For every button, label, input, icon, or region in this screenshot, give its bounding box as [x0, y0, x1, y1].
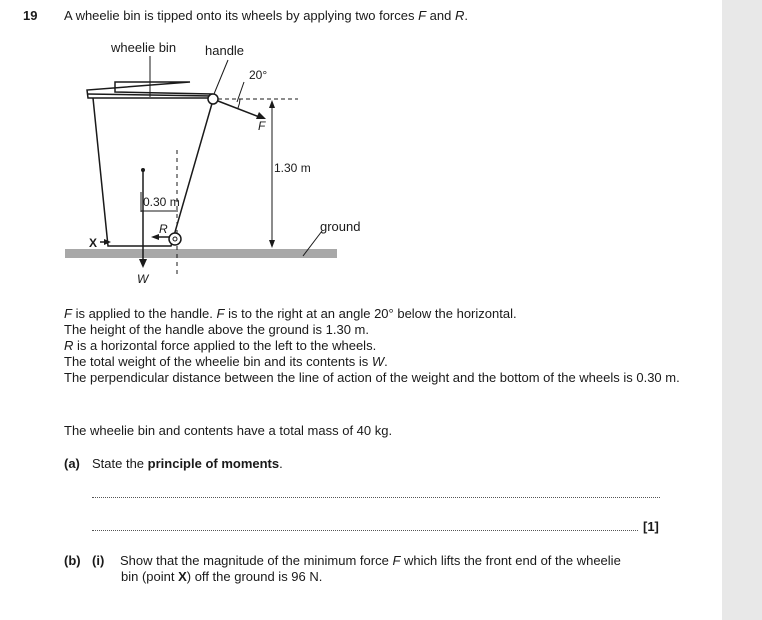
- handle-pivot: [208, 94, 218, 104]
- stem-force-f: F: [418, 8, 427, 23]
- question-number: 19: [23, 8, 38, 23]
- label-force-f: F: [258, 119, 266, 133]
- part-b-line-1: (b) (i) Show that the magnitude of the minimum force F which lifts the front end of the wheelie: [64, 553, 621, 568]
- part-a-label: (a): [64, 456, 80, 471]
- part-a-bold: principle of moments: [147, 456, 280, 471]
- answer-line-2[interactable]: [92, 530, 638, 531]
- stem-text: A wheelie bin is tipped onto its wheels by applying two forces: [64, 8, 415, 23]
- ground-bar: [65, 249, 337, 258]
- part-b: [64, 553, 684, 585]
- mass-statement: The wheelie bin and contents have a total mass of 40 kg.: [64, 423, 393, 438]
- description-paragraph: [64, 306, 704, 386]
- stem-force-r: R: [454, 8, 465, 23]
- scrollbar[interactable]: [722, 0, 762, 620]
- wheel: [169, 233, 181, 245]
- answer-line-1[interactable]: [92, 497, 660, 498]
- force-f-arrow: [218, 101, 262, 118]
- label-handle: handle: [205, 43, 245, 58]
- para-line-2: The height of the handle above the ground is 1.30 m.: [64, 322, 369, 337]
- part-b-line-2: bin (point X) off the ground is 96 N.: [121, 569, 323, 584]
- para-line-5: The perpendicular distance between the line of action of the weight and the bottom of the wheels is 0.30 m.: [64, 370, 680, 385]
- marks-label: [1]: [643, 519, 659, 534]
- label-point-x: X: [89, 236, 98, 250]
- part-a: (a) State the principle of moments.: [64, 456, 283, 471]
- label-angle: 20°: [249, 68, 268, 82]
- para-line-3: R is a horizontal force applied to the left to the wheels.: [64, 338, 377, 353]
- label-weight: W: [137, 272, 149, 286]
- label-wheelie-bin: wheelie bin: [111, 40, 177, 55]
- stem-and: and: [426, 8, 455, 23]
- label-distance: 0.30 m: [143, 195, 180, 209]
- label-height: 1.30 m: [274, 161, 311, 175]
- label-force-r: R: [159, 222, 168, 236]
- para-line-1: F is applied to the handle. F is to the right at an angle 20° below the horizontal.: [64, 306, 517, 321]
- bin-body: [93, 98, 213, 246]
- wheelie-bin-diagram: [0, 0, 400, 300]
- para-line-4: The total weight of the wheelie bin and its contents is W.: [64, 354, 388, 369]
- label-ground: ground: [320, 219, 361, 234]
- stem-end: .: [464, 8, 468, 23]
